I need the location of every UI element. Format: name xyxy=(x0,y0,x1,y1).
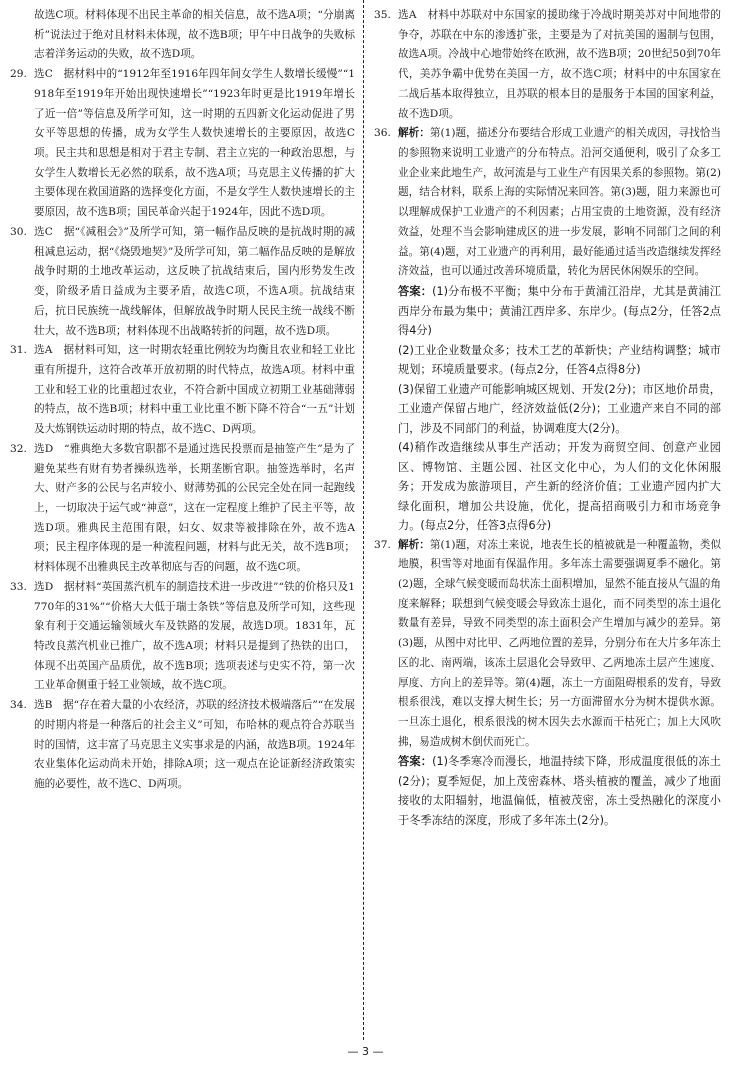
question-body xyxy=(398,124,721,535)
question-number: 36. xyxy=(374,127,391,140)
answer-label: 答案： xyxy=(398,285,433,299)
answer-block xyxy=(398,752,721,830)
question-number: 37. xyxy=(374,538,391,551)
answer-item: (3)保留工业遗产可能影响城区规划、开发(2分)；市区地价昂贵，工业遗产保留占地广，经济效益低(2分)；工业遗产来自不同的部门，涉及不同部门的利益，协调难度大(2分)。 xyxy=(398,382,721,435)
question-37 xyxy=(374,536,721,831)
analysis-body: 第(1)题，描述分布要结合形成工业遗产的相关成因，寻找恰当的参照物来说明工业遗产的分布特点。沿河交通便利，吸引了众多工业企业来此地生产，故河流是与工业生产有因果关系的参照物。第(2)题，结合材料，联系上海的实际情况来回答。第(3)题，阻力来源也可以理解成保护工业遗产的不利因素；占用宝贵的土地资源，没有经济效益，处理不当会影响建成区的进一步发展，影响不同部门之间的利益。第(4)题，对工业遗产的再利用，最好能通过适当改造继续发挥经济效益，也可以通过改善环境质量，转化为居民休闲娱乐的空间。 xyxy=(398,127,722,278)
question-number: 32. xyxy=(10,442,27,455)
question-number: 34. xyxy=(10,699,27,712)
analysis-body: 第(1)题，对冻土来说，地表生长的植被就是一种覆盖物，类似地膜，积雪等对地面有保温作用。多年冻土需要强调夏季不融化。第(2)题，全球气候变暖而岛状冻土面积增加，显然不能直接从气温的角度来解释；联想到气候变暖会导致冻土退化，而不同类型的冻土退化数量有差异，导致不同类型的冻土面积会产生增加与减少的差异。第(3)题，从图中对比甲、乙两地位置的差异，分别分布在大片多年冻土区的北、南两端，该冻土层退化会导致甲、乙两地冻土层产生速度、厚度、方向上的差异等。第(4)题，冻土一方面阻碍根系的发育，导致根系很浅，难以支撑大树生长；另一方面滞留水分为树木提供水源。一旦冻土退化，根系很浅的树木因失去水源而干枯死亡；加上大风吹拂，易造成树木倒伏而死亡。 xyxy=(398,538,722,748)
answer-item xyxy=(398,752,721,830)
analysis-text xyxy=(398,124,721,282)
column-divider xyxy=(363,0,364,1040)
answer-item xyxy=(398,282,721,341)
question-text: 选A 据材料可知，这一时期农轻重比例较为均衡且农业和轻工业比重有所提升，这符合改革开放初期的时代特点，故选A项。材料中重工业和轻工业的比重超过农业，不符合新中国成立初期工业基础薄弱的特点，故不选B项；材料中重工业比重不断下降不符合“一五”计划及大炼钢铁运动时期的特点，故不选C、D两项。 xyxy=(34,344,355,436)
answer-item: (4)稍作改造继续从事生产活动；开发为商贸空间、创意产业园区、博物馆、主题公园、社区文化中心，为人们的文化休闲服务；开发成为旅游项目，产生新的经济价值；工业遗产园内扩大绿化面积，增加公共设施，优化，提高招商吸引力和市场竞争力。(每点2分，任答3点得6分) xyxy=(398,441,721,533)
question-number: 35. xyxy=(374,9,391,21)
question-text: 选B 据“存在着大量的小农经济，苏联的经济技术极端落后”“在发展的时期内将是一种落后的社会主义”可知，布哈林的观点符合苏联当时的国情，这丰富了马克思主义实事求是的内涵，故选B项。1924年农业集体化运动尚未开始，排除A项；这一观点在论证新经济政策实施的必要性，故不选C、D两项。 xyxy=(34,699,355,791)
question-29 xyxy=(10,65,355,223)
question-text: 选C 据“《减租会》”及所学可知，第一幅作品反映的是抗战时期的减租减息运动，据“《烧毁地契》”及所学可知，第二幅作品反映的是解放战争时期的土地改革运动，这反映了抗战结束后，国内形势发生改变，阶级矛盾日益成为主要矛盾，故选C项，不选A项。抗战结束后，抗日民族统一战线解体，但解放战争时期人民民主统一战线不断壮大，故不选B项；材料体现不出战略转折的问题，故不选D项。 xyxy=(34,225,355,337)
question-text: 选D 据材料“英国蒸汽机车的制造技术进一步改进”“铁的价格只及1770年的31%”“价格大大低于瑞士条铁”等信息及所学可知，这些现象有利于交通运输领域火车及铁路的发展，故选D项。1831年，瓦特改良蒸汽机业已推广，故不选A项；材料只是提到了热铁的出口，体现不出英国产品质优，故不选B项；选项表述与史实不符，第一次工业革命侧重于轻工业领域，故不选C项。 xyxy=(34,580,355,692)
question-32 xyxy=(10,440,355,578)
analysis-label: 解析： xyxy=(398,538,430,551)
question-31 xyxy=(10,341,355,440)
answer-text: (1)分布极不平衡；集中分布于黄浦江沿岸，尤其是黄浦江西岸分布最为集中；黄浦江西岸多、东岸少。(每点2分，任答2点得4分) xyxy=(398,285,721,338)
answer-text: (1)冬季寒冷而漫长，地温持续下降，形成温度很低的冻土(2分)；夏季短促，加上茂密森林、塔头植被的覆盖，减少了地面接收的太阳辐射，地温偏低，植被茂密，冻土受热融化的深度小于冬季冻结的深度，形成了多年冻土(2分)。 xyxy=(398,755,721,827)
question-number: 33. xyxy=(10,580,27,593)
question-35 xyxy=(374,6,721,124)
right-column xyxy=(374,6,721,830)
q28-tail: 故选C项。材料体现不出民主革命的相关信息，故不选A项；“分崩离析”说法过于绝对且材料未体现，故不选B项；甲午中日战争的失败标志着洋务运动的失败，故不选D项。 xyxy=(34,9,355,61)
question-text: 选C 据材料中的“1912年至1916年四年间女学生人数增长缓慢”“1918年至1919年开始出现快速增长”“1923年时更是比1919年增长了近一倍”等信息及所学可知，这一时期的五四新文化运动促进了男女平等思想的传播，成为女学生人数快速增长的主要原因，故选C项。民主共和思想是相对于君主专制、君主立宪的一种政治思想，与女学生人数增长无必然的联系，故不选A项；马克思主义传播的扩大主要体现在救国道路的选择变化方面，不是女学生人数快速增长的主要原因，故不选B项；国民革命兴起于1924年，因此不选D项。 xyxy=(34,68,355,219)
question-text: 选D “雅典绝大多数官职都不是通过选民投票而是抽签产生”是为了避免某些有财有势者操纵选举，长期垄断官职。抽签选举时，名声大、财产多的公民与名声较小、财薄势孤的公民完全处在同一起跑线上，一切取决于运气或“神意”，这在一定程度上维护了民主平等，故选D项。雅典民主范围有限，妇女、奴隶等被排除在外，故不选A项；民主程序体现的是一种流程问题，材料与此无关，故不选B项；材料体现不出雅典民主改革彻底与否的问题，故不选C项。 xyxy=(34,442,355,574)
left-column xyxy=(10,6,355,795)
question-33 xyxy=(10,578,355,696)
page-number: — 3 — xyxy=(347,1045,384,1058)
question-36 xyxy=(374,124,721,535)
question-number: 29. xyxy=(10,68,27,81)
question-number: 31. xyxy=(10,344,27,357)
question-text: 选A 材料中苏联对中东国家的援助缘于冷战时期美苏对中间地带的争夺，苏联在中东的渗透扩张，主要是为了对抗美国的遏制与包围，故选A项。冷战中心地带始终在欧洲，故不选B项；20世纪50到70年代，美苏争霸中优势在美国一方，故不选C项；材料中的中东国家在二战后基本取得独立，且苏联的根本目的是服务于本国的国家利益，故不选D项。 xyxy=(398,9,721,120)
analysis-label: 解析： xyxy=(398,127,430,140)
question-body xyxy=(398,536,721,831)
answer-item: (2)工业企业数量众多；技术工艺的革新快；产业结构调整；城市规划；环境质量要求。(每点2分，任答4点得8分) xyxy=(398,343,721,377)
analysis-text xyxy=(398,536,721,753)
question-34 xyxy=(10,696,355,795)
question-number: 30. xyxy=(10,225,27,238)
answer-label: 答案： xyxy=(398,755,433,769)
answer-block xyxy=(398,282,721,536)
question-30 xyxy=(10,223,355,341)
